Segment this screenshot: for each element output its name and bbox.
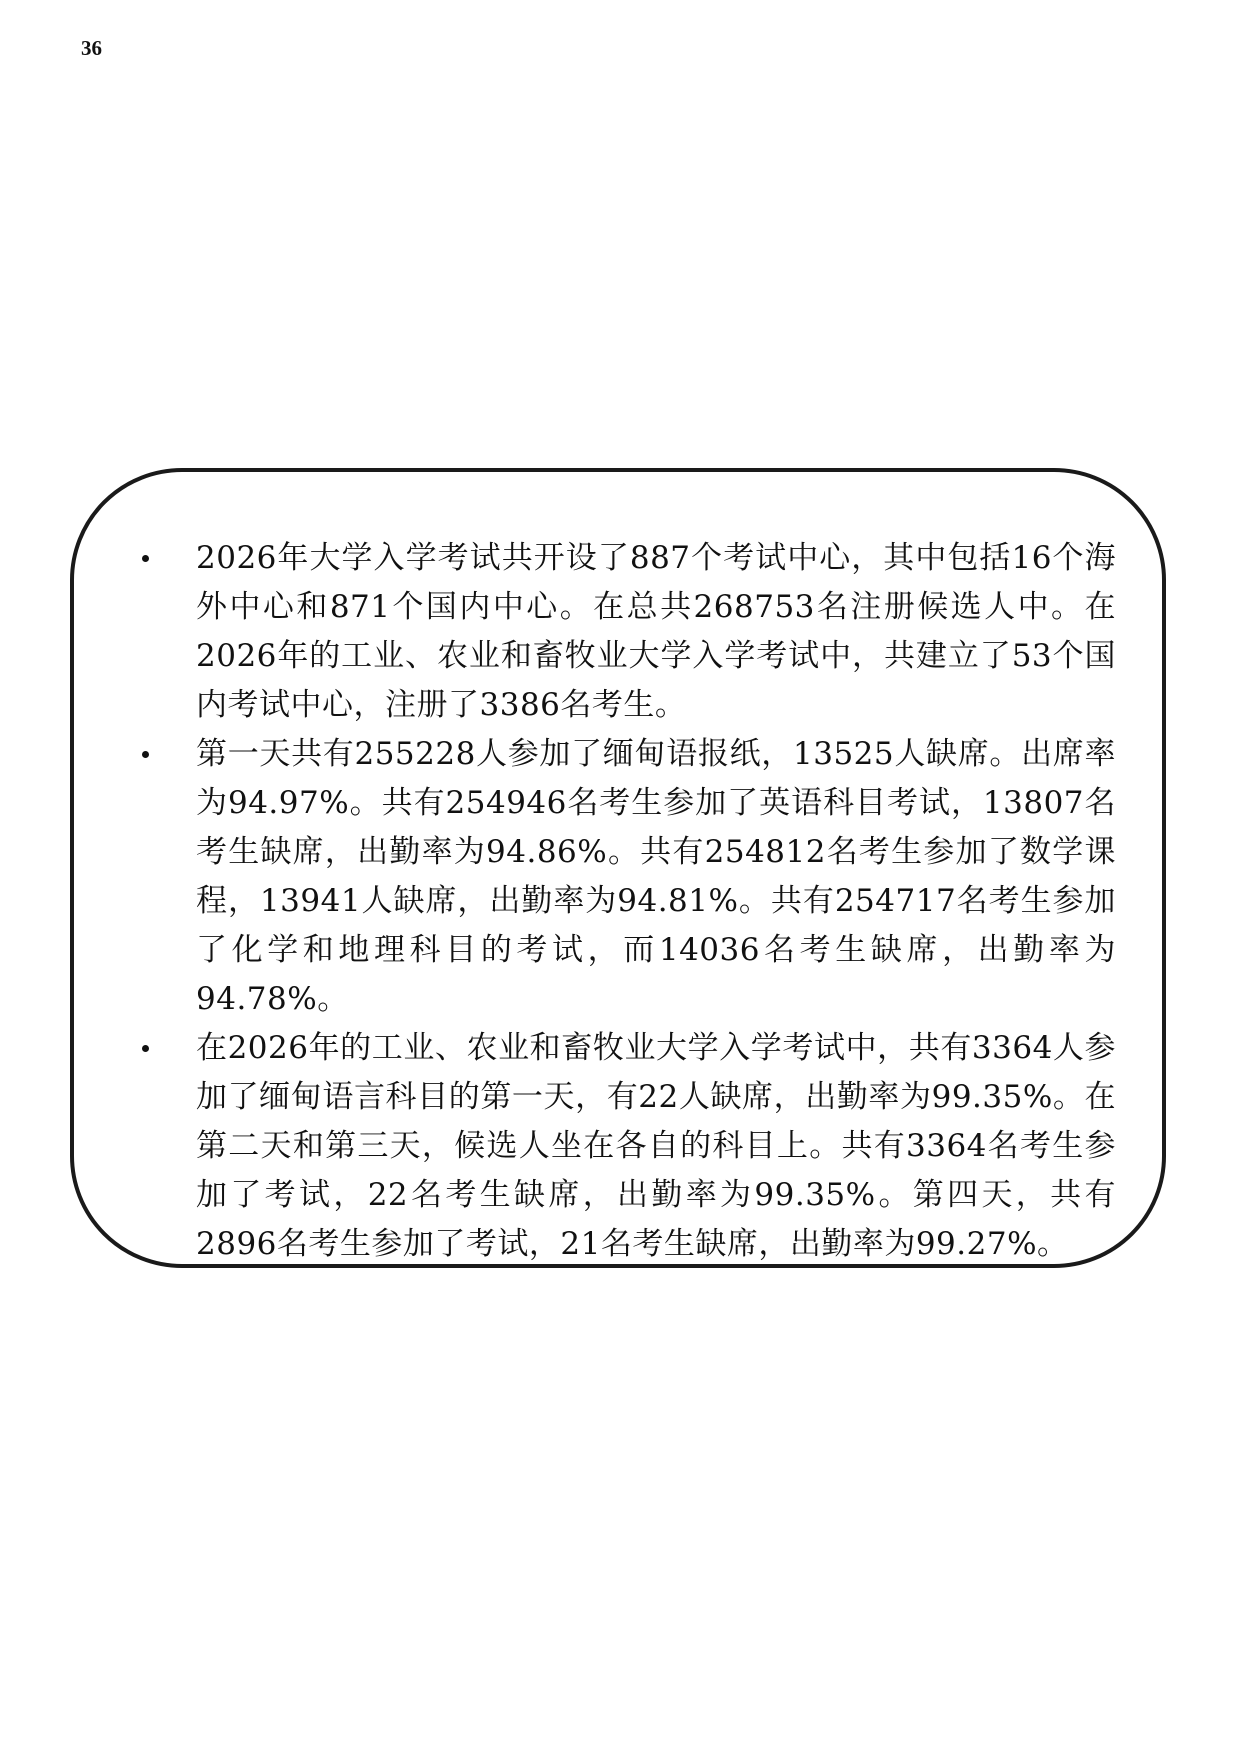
bullet-item — [116, 534, 1116, 730]
bullet-dot-icon — [142, 751, 149, 758]
bullet-list — [116, 534, 1116, 1269]
bullet-text: 第一天共有255228人参加了缅甸语报纸，13525人缺席。出席率为94.97%。共有254946名考生参加了英语科目考试，13807名考生缺席，出勤率为94.86%。共有254812名考生参加了数学课程，13941人缺席，出勤率为94.81%。共有254717名考生参加了化学和地理科目的考试，而14036名考生缺席，出勤率为94.78%。 — [196, 736, 1116, 1017]
bullet-text: 在2026年的工业、农业和畜牧业大学入学考试中，共有3364人参加了缅甸语言科目的第一天，有22人缺席，出勤率为99.35%。在第二天和第三天，候选人坐在各自的科目上。共有3364名考生参加了考试，22名考生缺席，出勤率为99.35%。第四天，共有2896名考生参加了考试，21名考生缺席，出勤率为99.27%。 — [196, 1030, 1116, 1262]
bullet-dot-icon — [142, 555, 149, 562]
page-number: 36 — [81, 36, 102, 60]
bullet-text: 2026年大学入学考试共开设了887个考试中心，其中包括16个海外中心和871个国内中心。在总共268753名注册候选人中。在2026年的工业、农业和畜牧业大学入学考试中，共建立了53个国内考试中心，注册了3386名考生。 — [196, 540, 1116, 723]
bullet-item — [116, 730, 1116, 1024]
info-box — [70, 468, 1166, 1268]
bullet-item — [116, 1024, 1116, 1269]
bullet-dot-icon — [142, 1045, 149, 1052]
